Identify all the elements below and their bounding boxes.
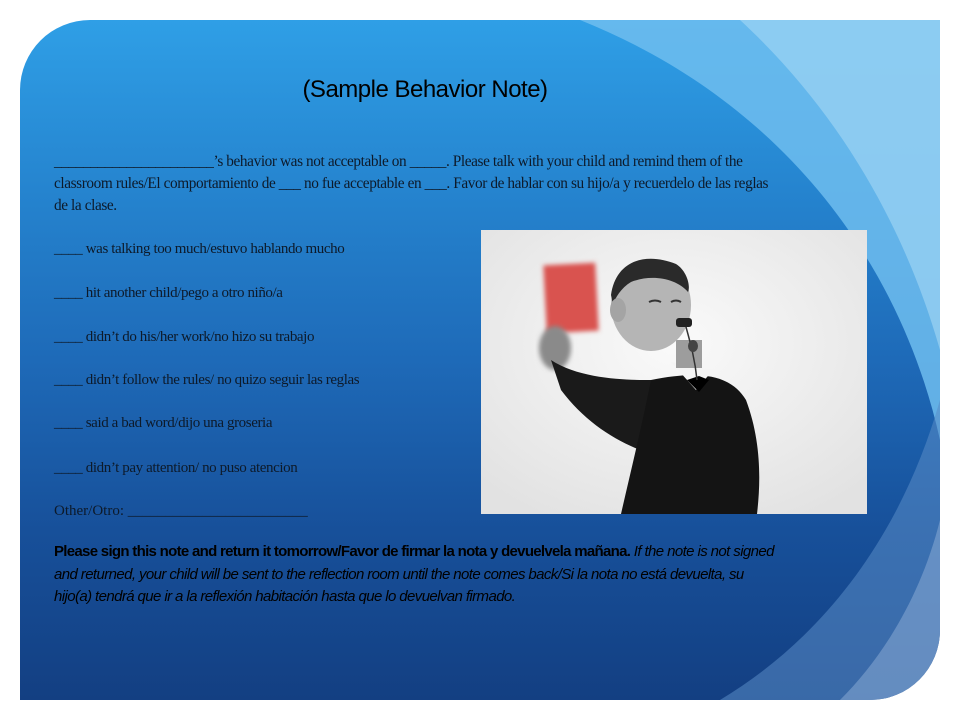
behavior-item: ____ said a bad word/dijo una groseria xyxy=(54,415,273,431)
footer-bold-text: Please sign this note and return it tomorrow/Favor de firmar la nota y devuelvela mañana. xyxy=(54,543,631,560)
other-line: Other/Otro: ________________________ xyxy=(54,503,308,519)
behavior-item: ____ didn’t follow the rules/ no quizo seguir las reglas xyxy=(54,372,360,388)
footer-italic-text: If the note is not signed and returned, your child will be sent to the reflection room until the note comes back/Si la nota no está devuelta, su hijo(a) tendrá que ir a la reflexión habitación hasta que lo devuelvan firmado. xyxy=(54,543,774,605)
referee-photo xyxy=(481,230,867,514)
behavior-item: ____ was talking too much/estuvo hablando mucho xyxy=(54,241,345,257)
behavior-item: ____ hit another child/pego a otro niño/a xyxy=(54,285,283,301)
intro-text: ______________________’s behavior was not acceptable on _____. Please talk with your child and remind them of the classroom rules/El comportamiento de ___ no fue acceptable en ___. Favor de hablar con su hijo/a y recuerdelo de las reglas de la clase. xyxy=(54,153,769,214)
behavior-item: ____ didn’t pay attention/ no puso atencion xyxy=(54,460,298,476)
slide xyxy=(20,20,940,700)
page-title: (Sample Behavior Note) xyxy=(302,76,548,103)
behavior-item: ____ didn’t do his/her work/no hizo su trabajo xyxy=(54,329,315,345)
footer-note xyxy=(54,541,774,609)
referee-boy-icon xyxy=(481,230,867,514)
